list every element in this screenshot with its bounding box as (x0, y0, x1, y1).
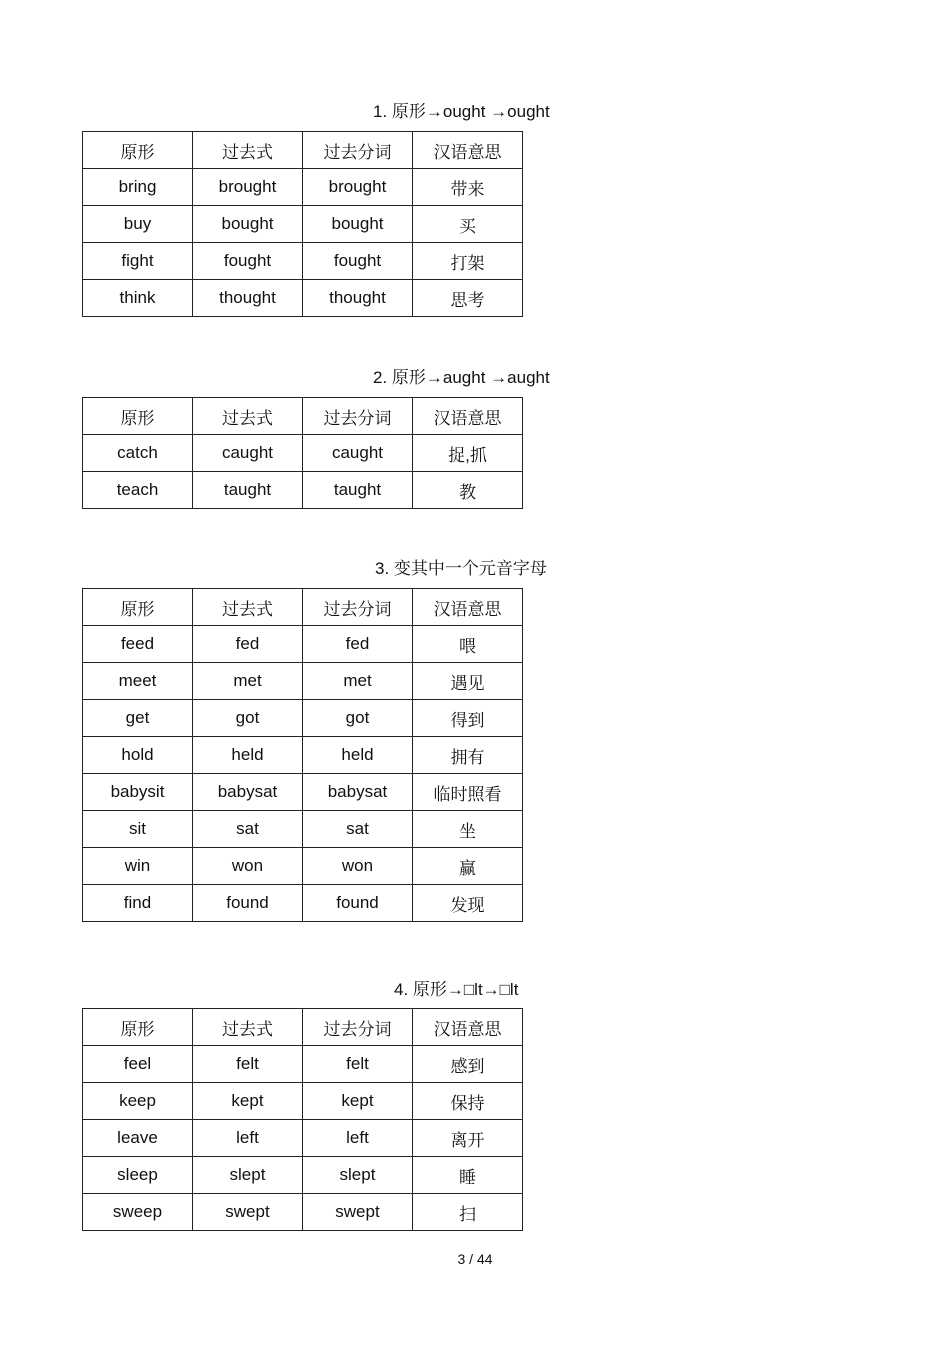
past-tense-cell: fed (193, 626, 303, 663)
meaning-cell: 打架 (413, 243, 523, 280)
meaning-cell: 扫 (413, 1194, 523, 1231)
table-row (83, 1194, 523, 1231)
past-tense-cell: got (193, 700, 303, 737)
past-participle-cell: taught (303, 472, 413, 509)
table-row (83, 243, 523, 280)
base-form-cell: feed (83, 626, 193, 663)
base-form-cell: hold (83, 737, 193, 774)
past-participle-cell: thought (303, 280, 413, 317)
past-tense-cell: held (193, 737, 303, 774)
base-form-cell: feel (83, 1046, 193, 1083)
table-header-row (83, 132, 523, 169)
meaning-cell: 喂 (413, 626, 523, 663)
table-row (83, 811, 523, 848)
table-row (83, 848, 523, 885)
past-participle-cell: met (303, 663, 413, 700)
meaning-cell: 捉,抓 (413, 435, 523, 472)
table-row (83, 1046, 523, 1083)
header-past-tense: 过去式 (193, 589, 303, 626)
header-past-participle: 过去分词 (303, 132, 413, 169)
past-participle-cell: sat (303, 811, 413, 848)
header-past-participle: 过去分词 (303, 1009, 413, 1046)
past-tense-cell: babysat (193, 774, 303, 811)
meaning-cell: 坐 (413, 811, 523, 848)
past-participle-cell: kept (303, 1083, 413, 1120)
meaning-cell: 得到 (413, 700, 523, 737)
base-form-cell: sweep (83, 1194, 193, 1231)
table-row (83, 663, 523, 700)
table-row (83, 435, 523, 472)
table-header-row (83, 398, 523, 435)
past-tense-cell: left (193, 1120, 303, 1157)
section-3-heading: 3. 变其中一个元音字母 (375, 559, 547, 578)
base-form-cell: get (83, 700, 193, 737)
base-form-cell: win (83, 848, 193, 885)
base-form-cell: keep (83, 1083, 193, 1120)
header-past-participle: 过去分词 (303, 398, 413, 435)
table-row (83, 1120, 523, 1157)
meaning-cell: 买 (413, 206, 523, 243)
section-1-table (82, 131, 523, 317)
table-header-row (83, 589, 523, 626)
base-form-cell: find (83, 885, 193, 922)
past-tense-cell: taught (193, 472, 303, 509)
page-footer (0, 1251, 950, 1267)
section-2-heading: 2. 原形→aught →aught (373, 368, 550, 387)
past-participle-cell: fed (303, 626, 413, 663)
past-tense-cell: thought (193, 280, 303, 317)
table-header-row (83, 1009, 523, 1046)
meaning-cell: 带来 (413, 169, 523, 206)
meaning-cell: 睡 (413, 1157, 523, 1194)
section-4-table (82, 1008, 523, 1231)
meaning-cell: 发现 (413, 885, 523, 922)
table-row (83, 1083, 523, 1120)
header-base-form: 原形 (83, 132, 193, 169)
meaning-cell: 遇见 (413, 663, 523, 700)
meaning-cell: 赢 (413, 848, 523, 885)
header-past-tense: 过去式 (193, 1009, 303, 1046)
meaning-cell: 保持 (413, 1083, 523, 1120)
meaning-cell: 拥有 (413, 737, 523, 774)
past-participle-cell: found (303, 885, 413, 922)
meaning-cell: 临时照看 (413, 774, 523, 811)
section-3-table (82, 588, 523, 922)
past-participle-cell: brought (303, 169, 413, 206)
base-form-cell: teach (83, 472, 193, 509)
base-form-cell: sleep (83, 1157, 193, 1194)
past-participle-cell: bought (303, 206, 413, 243)
past-tense-cell: sat (193, 811, 303, 848)
past-participle-cell: babysat (303, 774, 413, 811)
table-row (83, 169, 523, 206)
header-chinese-meaning: 汉语意思 (413, 589, 523, 626)
meaning-cell: 思考 (413, 280, 523, 317)
table-row (83, 626, 523, 663)
base-form-cell: bring (83, 169, 193, 206)
past-tense-cell: swept (193, 1194, 303, 1231)
table-row (83, 1157, 523, 1194)
base-form-cell: fight (83, 243, 193, 280)
header-chinese-meaning: 汉语意思 (413, 132, 523, 169)
past-participle-cell: caught (303, 435, 413, 472)
base-form-cell: leave (83, 1120, 193, 1157)
header-past-participle: 过去分词 (303, 589, 413, 626)
past-tense-cell: bought (193, 206, 303, 243)
section-1-heading: 1. 原形→ought →ought (373, 102, 550, 121)
section-4-heading: 4. 原形→□lt→□lt (394, 980, 519, 999)
past-participle-cell: swept (303, 1194, 413, 1231)
base-form-cell: think (83, 280, 193, 317)
past-participle-cell: got (303, 700, 413, 737)
base-form-cell: buy (83, 206, 193, 243)
past-tense-cell: fought (193, 243, 303, 280)
meaning-cell: 感到 (413, 1046, 523, 1083)
header-chinese-meaning: 汉语意思 (413, 1009, 523, 1046)
header-past-tense: 过去式 (193, 132, 303, 169)
meaning-cell: 教 (413, 472, 523, 509)
meaning-cell: 离开 (413, 1120, 523, 1157)
past-participle-cell: slept (303, 1157, 413, 1194)
past-tense-cell: slept (193, 1157, 303, 1194)
section-2-table (82, 397, 523, 509)
table-row (83, 280, 523, 317)
past-tense-cell: kept (193, 1083, 303, 1120)
header-chinese-meaning: 汉语意思 (413, 398, 523, 435)
header-base-form: 原形 (83, 1009, 193, 1046)
past-tense-cell: felt (193, 1046, 303, 1083)
past-participle-cell: held (303, 737, 413, 774)
past-tense-cell: brought (193, 169, 303, 206)
header-base-form: 原形 (83, 398, 193, 435)
page-number: 3 / 44 (457, 1251, 493, 1267)
past-tense-cell: met (193, 663, 303, 700)
past-participle-cell: felt (303, 1046, 413, 1083)
past-tense-cell: caught (193, 435, 303, 472)
header-base-form: 原形 (83, 589, 193, 626)
base-form-cell: babysit (83, 774, 193, 811)
table-row (83, 737, 523, 774)
past-participle-cell: won (303, 848, 413, 885)
past-tense-cell: won (193, 848, 303, 885)
base-form-cell: meet (83, 663, 193, 700)
header-past-tense: 过去式 (193, 398, 303, 435)
past-tense-cell: found (193, 885, 303, 922)
base-form-cell: catch (83, 435, 193, 472)
past-participle-cell: left (303, 1120, 413, 1157)
base-form-cell: sit (83, 811, 193, 848)
table-row (83, 472, 523, 509)
table-row (83, 774, 523, 811)
table-row (83, 206, 523, 243)
table-row (83, 700, 523, 737)
table-row (83, 885, 523, 922)
past-participle-cell: fought (303, 243, 413, 280)
